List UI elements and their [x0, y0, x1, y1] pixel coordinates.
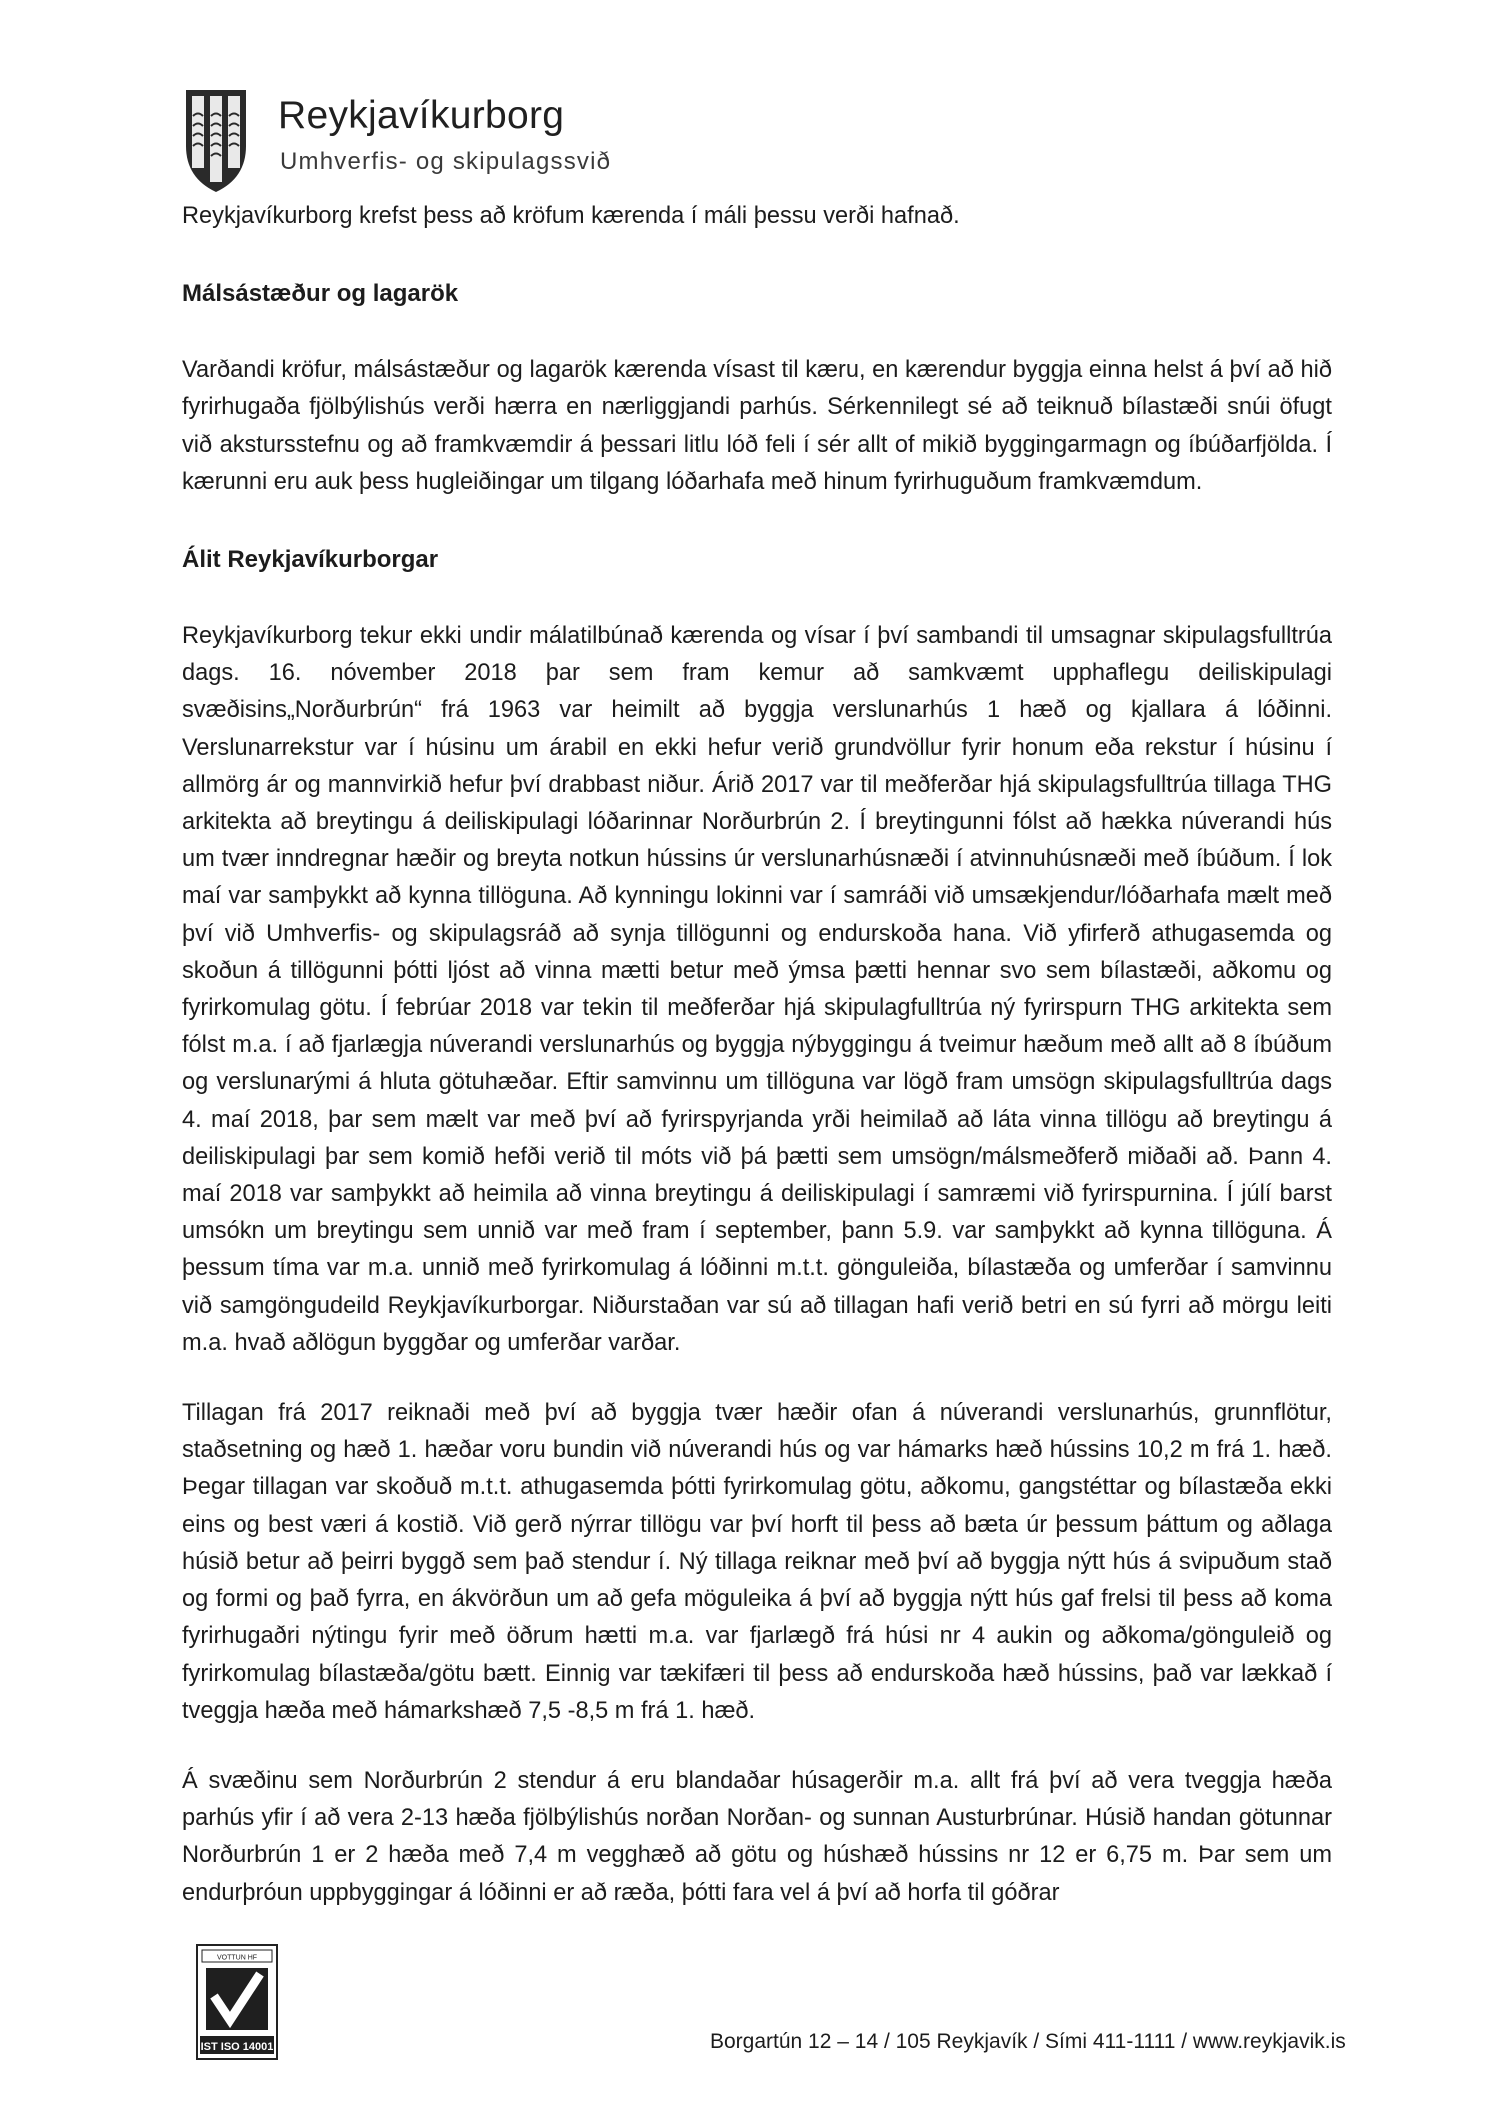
- letterhead: [182, 86, 882, 196]
- arguments-paragraph: Varðandi kröfur, málsástæður og lagarök kærenda vísast til kæru, en kærendur byggja einna helst á því að hið fyrirhugaða fjölbýlishús verði hærra en nærliggjandi parhús. Sérkennilegt sé að teiknuð bílastæði snúi öfugt við akstursstefnu og að framkvæmdir á þessari litlu lóð feli í sér allt of mikið byggingarmagn og íbúðarfjölda. Í kærunni eru auk þess hugleiðingar um tilgang lóðarhafa með hinum fyrirhuguðum framkvæmdum.: [182, 357, 1332, 495]
- section-heading-arguments: Málsástæður og lagarök: [182, 280, 459, 308]
- opinion-paragraph-3: Á svæðinu sem Norðurbrún 2 stendur á eru blandaðar húsagerðir m.a. allt frá því að vera tveggja hæða parhús yfir í að vera 2-13 hæða fjölbýlishús norðan Norðan- og sunnan Austurbrúnar. Húsið handan götunnar Norðurbrún 1 er 2 hæða með 7,4 m vegghæð að götu og húshæð hússins nr 12 er 6,75 m. Þar sem um endurþróun uppbyggingar á lóðinni er að ræða, þótti fara vel á því að horfa til góðrar: [182, 1767, 1332, 1906]
- opinion-paragraph-2: Tillagan frá 2017 reiknaði með því að byggja tvær hæðir ofan á núverandi verslunarhús, grunnflötur, staðsetning og hæð 1. hæðar voru bundin við núverandi hús og var hámarks hæð hússins 10,2 m frá 1. hæð. Þegar tillagan var skoðuð m.t.t. athugasemda þótti fyrirkomulag götu, aðkomu, gangstéttar og bílastæða ekki eins og best væri á kostið. Við gerð nýrrar tillögu var því horft til þess að bæta úr þessum þáttum og aðlaga húsið betur að þeirri byggð sem það stendur í. Ný tillaga reiknar með því að byggja nýtt hús á svipuðum stað og formi og það fyrra, en ákvörðun um að gefa möguleika á því að byggja nýtt hús gaf frelsi til þess að koma fyrirhugaðri nýtingu fyrir með öðrum hætti m.a. var fjarlægð frá húsi nr 4 aukin og aðkoma/gönguleið og fyrirkomulag bílastæða/götu bætt. Einnig var tækifæri til þess að endurskoða hæð hússins, það var lækkað í tveggja hæða með hámarkshæð 7,5 -8,5 m frá 1. hæð.: [182, 1400, 1332, 1724]
- section-heading-opinion: Álit Reykjavíkurborgar: [182, 546, 439, 574]
- intro-paragraph: Reykjavíkurborg krefst þess að kröfum kærenda í máli þessu verði hafnað.: [182, 203, 960, 229]
- cert-top-text: VOTTUN HF: [216, 1954, 258, 1962]
- opinion-paragraph-1: Reykjavíkurborg tekur ekki undir málatilbúnað kærenda og vísar í því sambandi til umsagnar skipulagsfulltrúa dags. 16. nóvember 2018 þar sem fram kemur að samkvæmt upphaflegu deiliskipulagi svæðisins„Norðurbrún“ frá 1963 var heimilt að byggja verslunarhús 1 hæð og kjallara á lóðinni. Verslunarrekstur var í húsinu um árabil en ekki hefur verið grundvöllur fyrir honum eða rekstur í húsinu í allmörg ár og mannvirkið hefur því drabbast niður. Árið 2017 var til meðferðar hjá skipulagsfulltrúa tillaga THG arkitekta að breytingu á deiliskipulagi lóðarinnar Norðurbrún 2. Í breytingunni fólst að hækka núverandi hús um tvær inndregnar hæðir og breyta notkun hússins úr verslunarhúsnæði í atvinnuhúsnæði með íbúðum. Í lok maí var samþykkt að kynna tillöguna. Að kynningu lokinni var í samráði við umsækjendur/lóðarhafa mælt með því við Umhverfis- og skipulagsráð að synja tillögunni og endurskoða hana. Við yfirferð athugasemda og skoðun á tillögunni þótti ljóst að vinna mætti betur með ýmsa þætti hennar svo sem bílastæði, aðkomu og fyrirkomulag götu. Í febrúar 2018 var tekin til meðferðar hjá skipulagfulltrúa ný fyrirspurn THG arkitekta sem fólst m.a. í að fjarlægja núverandi verslunarhús og byggja nýbyggingu á tveimur hæðum með allt að 8 íbúðum og verslunarými á hluta götuhæðar. Eftir samvinnu um tillöguna var lögð fram umsögn skipulagsfulltrúa dags 4. maí 2018, þar sem mælt var með því að fyrirspyrjanda yrði heimilað að láta vinna tillögu að breytingu á deiliskipulagi þar sem komið hefði verið til móts við þá þætti sem umsögn/málsmeðferð miðaði að. Þann 4. maí 2018 var samþykkt að heimila að vinna breytingu á deiliskipulagi í samræmi við fyrirspurnina. Í júlí barst umsókn um breytingu sem unnið var með fram í september, þann 5.9. var samþykkt að kynna tillöguna. Á þessum tíma var m.a. unnið með fyrirkomulag á lóðinni m.t.t. gönguleiða, bílastæða og umferðar í samvinnu við samgöngudeild Reykjavíkurborgar. Niðurstaðan var sú að tillagan hafi verið betri en sú fyrri að mörgu leiti m.a. hvað aðlögun byggðar og umferðar varðar.: [182, 623, 1332, 1356]
- org-name: Reykjavíkurborg: [278, 94, 565, 137]
- cert-label: IST ISO 14001: [200, 2041, 274, 2053]
- letter-body: [182, 198, 1332, 1912]
- department-name: Umhverfis- og skipulagssvið: [280, 148, 612, 175]
- footer-address: Borgartún 12 – 14 / 105 Reykjavík / Sími 411-1111 / www.reykjavik.is: [710, 2030, 1346, 2053]
- iso-certification-logo: [196, 1944, 278, 2060]
- reykjavik-crest-logo: [182, 86, 250, 194]
